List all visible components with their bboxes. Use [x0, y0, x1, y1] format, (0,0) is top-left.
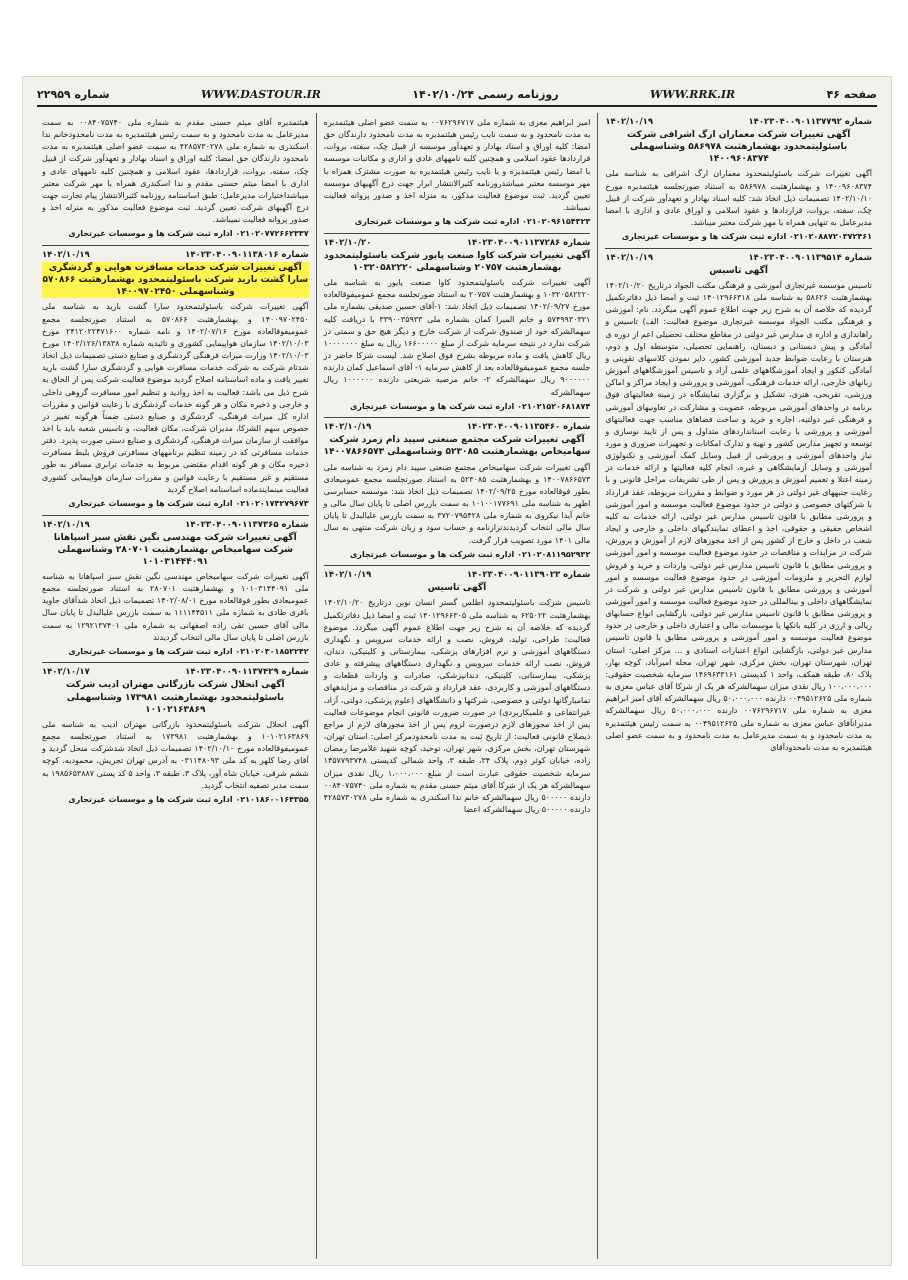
notice-number: شماره ۱۴۰۲۳۰۴۰۰۹۰۱۱۳۷۳۶۵	[185, 519, 309, 530]
notice	[42, 663, 309, 810]
notice-date: ۱۴۰۲/۱۰/۱۹	[605, 117, 654, 127]
notice	[324, 113, 591, 234]
notice	[324, 234, 591, 418]
notice-number: شماره ۱۴۰۲۳۰۴۰۰۹۰۱۱۳۷۲۸۶	[466, 237, 591, 248]
notice	[605, 113, 872, 249]
notice-meta	[324, 422, 591, 432]
notice-number: شماره ۱۴۰۲۳۰۴۰۰۹۰۱۱۳۵۴۶۰	[466, 422, 591, 433]
notice-body: آگهی تغییرات شرکت باسئولیتمحدود معماران ارگ اشرافی به شناسه ملی ۱۴۰۰۹۶۰۸۳۷۴ و بهشمارهثبت ۵۸۶۹۷۸ به استناد صورتجلسه هیئتمدیره مورخ ۱۴۰۲/۱۰/۱۰ تصمیمات ذیل اتخاذ شد: کلیه اسناد بهادار و تعهدآور شرکت از قبیل چک، سفته، بروات، قراردادها و عقود اسلامی و اوراق عادی و اداری با امضا مدیرعامل به تنهایی همراه با مهر شرکت معتبر میباشد.	[605, 169, 872, 228]
notice-body: آگهی تغییرات شرکت باسئولیتمحدود کاوا صنعت پایور به شناسه ملی ۱۰۳۲۰۵۸۲۲۲۰ و بهشمارهثبت ۲۰۷۵۷ به استناد صورتجلسه مجمع عمومیفوقالعاده مورخ ۱۴۰۲/۰۹/۲۷ تصمیمات ذیل اتخاذ شد: ۱-آقای حسین صدیقی بشماره ملی ۵۷۴۹۹۳۰۳۲۱ و خانم المیرا کمان بشماره ملی ۳۳۹۰۰۳۵۹۳۳ با دریافت کلیه سهمالشرکه خود از صندوق شرکت از شرکت خارج و دیگر هیچ حق و سمتی در شرکت ندارد در نتیجه سرمایه شرکت از مبلغ ۱۶۶۰۰۰۰۰ ریال به مبلغ ۱۰۰۰۰۰۰۰ ریال کاهش یافت و ماده مربوطه بشرح فوق اصلاح شد. لیست شرکا حاضر در جلسه مجمع عمومیفوقالعاده بعد از کاهش سرمایه ۱- آقای اسماعیل کمان دارنده ۹۰۰۰۰۰۰ ریال سهمالشرکه ۲- خانم مرضیه شریعتی دارنده ۱۰۰۰۰۰۰ ریال سهمالشرکه	[323, 278, 591, 397]
notice-body: آگهی تغییرات شرکت سهامیخاص مجتمع صنعتی سپید دام زمرد به شناسه ملی ۱۴۰۰۷۸۶۶۵۷۳ و بهشمارهثبت ۵۲۳۰۸۵ به استناد صورتجلسه مجمع عمومیعادی بطور فوقالعاده مورخ ۱۴۰۲/۰۹/۲۵ تصمیمات ذیل اتخاذ شد: موسسه حسابرسی اطهر به شناسه ملی ۱۰۱۰۰۱۷۷۶۹۱ به سمت بازرس اصلی تا پایان سال مالی و خانم آیدا نیکروی به شماره ملی ۳۷۲۰۷۹۵۴۲۸ به سمت بازرس علیالبدل تا پایان سال مالی انتخاب گردیدندترازنامه و حساب سود و زیان شرکت منتهی به سال مالی ۱۴۰۱ مورد تصویب قرار گرفت.	[323, 462, 591, 545]
notice-meta	[42, 520, 309, 530]
page-header	[37, 83, 877, 107]
gazette-date: روزنامه رسمی ۱۴۰۲/۱۰/۲۴	[412, 87, 559, 101]
notice-signature: ۰۲۱۰۲۰۱۷۴۲۷۹۶۷۳ اداره ثبت شرکت ها و موسسات غیرتجاری	[68, 498, 309, 508]
notice-number: شماره ۱۴۰۲۳۰۴۰۰۹۰۱۱۳۹۰۲۳	[466, 570, 591, 581]
notice-signature: ۰۲۱۰۲۱۵۲۰۶۸۱۸۷۴ اداره ثبت شرکت ها و موسسات غیرتجاری	[350, 401, 591, 411]
notice-meta	[324, 238, 591, 248]
notice-title: آگهی تاسیس	[427, 583, 487, 594]
notice-title-highlighted: آگهی تغییرات شرکت خدمات مسافرت هوایی و گردشگری سارا گشت بارید شرکت باسئولیتمحدود بهشمارهثبت ۵۷۰۸۶۶ وشناسهملی ۱۴۰۰۹۷۰۲۴۵۰	[42, 263, 309, 298]
notice	[42, 246, 309, 516]
notice	[42, 113, 309, 246]
notice-number: شماره ۱۴۰۲۳۰۴۰۰۹۰۱۱۳۹۵۱۴	[748, 252, 872, 263]
column-1	[598, 113, 879, 1259]
column-2	[317, 113, 599, 1259]
notice-body: تاسیس شرکت باسئولیتمحدود اطلس گستر انسان نوین درتاریخ ۱۴۰۲/۱۰/۲۰ بهشمارهثبت ۶۲۵۰۲۲ به شناسه ملی ۱۴۰۱۲۹۶۶۳۰۵ ثبت و امضا ذیل دفاترتکمیل گردیده که خلاصه آن به شرح زیر جهت اطلاع عموم آگهی میگردد. موضوع فعالیت: طراحی، تولید، فروش، نصب و ارائه خدمات سرویس و نگهداری دستگاههای آموزشی و نرم افزارهای پزشکی، بیمارستانی و کلینیکی، دندان، فروش، نصب ارائه خدمات سرویس و نگهداری دستگاههای پیشرفته و عادی پزشکی، بیمارستانی، کلینیکی، دندانپزشکی، صادرات و واردات قطعات و دستگاههای آموزشی و کاربردی، عقد قرارداد و شرکت در مناقصات و مزایدههای تمامیارگانها دولتی و خصوصی، شرکتها و دانشگاههای (علوم پزشکی، دولتی، آزاد، غیرانتفاعی و علمیکاربردی) در صورت ضرورت قانونی انجام موضوعات فعالیت پس از اخذ مجوزهای لازم درصورت لزوم پس از اخذ مجوزهای لازم از مراجع ذیصلاح قانونی فعالیت: از تاریخ ثبت به مدت نامحدودمرکز اصلی: استان تهران، شهرستان تهران، بخش مرکزی، شهر تهران، توحید، کوچه شهید غلامرضا رمضان زاده، خیابان کوثر دوم، پلاک ۳۴، طبقه ۳، واحد شمالی کدپستی ۱۴۵۷۷۹۳۷۴۸ سرمایه شخصیت حقوقی عبارت است از مبلغ ۱،۰۰۰،۰۰۰ ریال نقدی میزان سهمالشرکه هر یک از شرکا آقای میثم حسنی مقدم به شماره ملی ۰۰۸۴۰۷۵۷۴۰ دارنده ۵۰۰۰۰۰ ریال سهمالشرکه خانم ندا اسکندری به شماره ملی ۴۲۸۵۷۳۰۲۷۸ دارنده ۵۰۰۰۰۰ ریال سهمالشرکه اعضا	[323, 598, 591, 815]
notice-number: شماره ۱۴۰۲۳۰۴۰۰۹۰۱۱۳۸۰۱۶	[185, 250, 309, 260]
notice-title: آگهی تغییرات شرکت معماران ارگ اشرافی شرکت باسئولیتمحدود بهشمارهثبت ۵۸۶۹۷۸ وشناسهملی ۱۴۰۰۹۶۰۸۳۷۴	[627, 130, 851, 165]
notice-meta	[324, 570, 591, 580]
notice-title: آگهی تغییرات شرکت کاوا صنعت پایور شرکت باسئولیتمحدود بهشمارهثبت ۲۰۷۵۷ وشناسهملی ۱۰۳۲۰۵۸۲۲۲۰	[323, 250, 591, 273]
notice-signature: ۰۲۱۰۲۰۳۰۱۸۵۲۲۴۲ اداره ثبت شرکت ها و موسسات غیرتجاری	[68, 646, 309, 656]
notice-date: ۱۴۰۲/۱۰/۲۰	[323, 237, 372, 248]
notice-signature: ۰۲۱۰۲۰۷۷۲۶۶۲۳۳۷ اداره ثبت شرکت ها و موسسات غیرتجاری	[68, 229, 309, 239]
notice-body: آگهی انحلال شرکت باسئولیتمحدود بازرگانی مهتران ادیب به شناسه ملی ۱۰۱۰۲۱۶۳۸۶۹ و بهشمارهثبت ۱۷۳۹۸۱ به استناد صورتجلسه مجمع عمومیفوقالعاده مورخ ۱۴۰۲/۱۰/۱۰ تصمیمات ذیل اتخاذ شدشرکت منحل گردید و آقای رضا کلهر به کد ملی ۰۳۱۱۴۸۰۹۳ به آدرس تهران تجریش، محمودیه، کوچه ششم شرقی، خیابان شاه آور، پلاک ۳، طبقه ۳، واحد ۵ کد پستی ۱۹۸۵۶۵۳۸۸۷ به سمت مدیر تصفیه انتخاب گردید.	[41, 719, 309, 790]
notice	[42, 516, 309, 664]
notice-body: امیر ابراهیم معزی به شماره ملی ۰۰۷۶۲۹۶۷۱۷ به سمت عضو اصلی هیئتمدیره به مدت نامحدود و به سمت نایب رئیس هیئتمدیره به مدت نامحدود دارندگان حق امضا: کلیه اوراق و اسناد بهادار و تعهدآور موسسه از قبیل چک، سفته، بروات، قراردادها عقود اسلامی و همچنین کلیه نامههای عادی و اداری و مکاتبات موسسه با امضا رئیس هیئتمدیره و یا نایب رئیس هیئتمدیره به صورت مشترک همراه با مهر موسسه معتبر میباشدروزنامه کثیرالانتشار ابرار جهت درج آگهیهای موسسه تعیین گردید. ثبت موضوع فعالیت مذکور، به منزله اخذ و صدور پروانه فعالیت نمیباشد.	[323, 118, 591, 213]
notice-meta	[42, 667, 309, 677]
notice-date: ۱۴۰۲/۱۰/۱۹	[41, 519, 90, 530]
notice-date: ۱۴۰۲/۱۰/۱۹	[605, 252, 654, 263]
notice-number: شماره ۱۴۰۲۳۰۴۰۰۹۰۱۱۳۷۷۹۲	[748, 117, 872, 127]
notice	[324, 566, 591, 821]
notice-meta	[42, 250, 309, 260]
notice-title: آگهی تاسیس	[709, 265, 768, 276]
issue-number: شماره ۲۲۹۵۹	[37, 87, 110, 101]
notice-meta	[605, 117, 872, 127]
column-3	[35, 113, 317, 1259]
notice	[605, 249, 872, 759]
notice-date: ۱۴۰۲/۱۰/۱۷	[41, 667, 90, 678]
notice-number: شماره ۱۴۰۲۳۰۴۰۰۹۰۱۱۳۷۴۲۹	[185, 667, 309, 678]
notice	[324, 418, 591, 566]
notice-signature: ۰۲۱۰۱۸۶۰۰۱۶۴۳۵۵ اداره ثبت شرکت ها و موسسات غیرتجاری	[68, 794, 309, 804]
notice-body: هیئتمدیره آقای میثم حسنی مقدم به شماره ملی ۰۰۸۴۰۷۵۷۴۰ به سمت مدیرعامل به مدت نامحدود و به سمت رئیس هیئتمدیره به مدت نامحدودخانم ندا اسکندری به شماره ملی ۴۲۸۵۷۳۰۲۷۸ به سمت عضو اصلی هیئتمدیره به مدت نامحدود دارندگان حق امضا: کلیه اوراق و اسناد بهادار و تعهدآور شرکت از قبیل چک، سفته، بروات، قراردادها، عقود اسلامی و همچنین کلیه نامههای عادی و اداری با امضا میثم حسنی مقدم و ندا اسکندری همراه با مهر شرکت معتبر میباشداختیارات مدیرعامل: طبق اساسنامه روزنامه کثیرالانتشار پیام تجارت جهت درج آگهیهای شرکت تعیین گردید. ثبت موضوع فعالیت مذکور به منزله اخذ و صدور پروانه فعالیت نمیباشد.	[41, 118, 309, 225]
notice-title: آگهی تغییرات شرکت مجتمع صنعتی سپید دام زمرد شرکت سهامیخاص بهشمارهثبت ۵۲۳۰۸۵ وشناسهملی ۱۴۰۰۷۸۶۶۵۷۳	[323, 435, 591, 458]
site-link-dastour[interactable]: WWW.DASTOUR.IR	[201, 87, 321, 101]
notice-date: ۱۴۰۲/۱۰/۱۹	[323, 570, 372, 581]
page-number: صفحه ۴۶	[826, 87, 877, 101]
notice-body: آگهی تغییرات شرکت باسئولیتمحدود سارا گشت بارید به شناسه ملی ۱۴۰۰۹۷۰۲۴۵۰ و بهشمارهثبت ۵۷۰۸۶۶ به استناد صورتجلسه مجمع عمومیفوقالعاده مورخ ۱۴۰۲/۰۷/۱۶ و نامه شماره ۲۴۱۲۰۲۲۴۷۱۶۰۰ مورخ ۱۴۰۲/۱۰/۰۳ سازمان هواپیمایی کشوری و تائیدیه شماره ۱۴۰۲/۱۲۶/۱۳۸۳۸ مورخ ۱۴۰۲/۱۰/۰۳ وزارت میراث فرهنگی گردشگری و صنایع دستی تصمیمات ذیل اتخاذ شدتام شرکت به شرکت خدمات مسافرت هوایی و گردشگری سارا گشت بارید تغییر یافت و ماده اساسنامه اصلاح گردید موضوع فعالیت شرکت پس از الحاق به شرح ذیل می باشد: فعالیت به اخذ روادید و تنظیم امور مسافرت گروهی داخلی و خارجی و ذخیره مکان و هر گونه خدمات گردشگری با رعایت قوانین و مقررات اداره کل میراث فرهنگی، گردشگری و صنایع دستی ضمناً هرگونه تغییر در خصوص سهم الشرکا، مدیران شرکت، مکان فعالیت، و تاسیس شعبه باید با اخذ موافقت از سازمان میراث فرهنگی، گردشگری و صنایع دستی صورت پذیرد. دفتر خدمات مسافرتی که در زمینه تنظیم برنامههای مسافرتی فروش بلیط مسافرت ذخیره مکان و هر گونه اقدام مقتضی مربوط به خدمات ترابری مسافر به طور مستقیم و غیر مستقیم با رعایت قوانین و مقررات سازمان هواپیمایی کشوری فعالیت مینمایندماده اساسنامه اصلاح گردید	[41, 302, 309, 494]
notice-signature: ۰۲۱۰۲۰۸۸۷۲۰۳۷۲۴۶۱ اداره ثبت شرکت ها و موسسات غیرتجاری	[621, 232, 872, 242]
notice-title: آگهی تغییرات شرکت مهندسی نگین نقش سبز اسپاهانا شرکت سهامیخاص بهشمارهثبت ۲۸۰۷۰۱ وشناسهملی ۱۰۱۰۳۱۴۴۴۰۹۱	[53, 532, 297, 567]
notice-columns	[35, 113, 879, 1259]
notice-date: ۱۴۰۲/۱۰/۱۹	[41, 250, 90, 260]
site-link-rrk[interactable]: WWW.RRK.IR	[650, 87, 736, 101]
notice-date: ۱۴۰۲/۱۰/۱۹	[323, 422, 372, 433]
notice-body: آگهی تغییرات شرکت سهامیخاص مهندسی نگین نقش سبز اسپاهانا به شناسه ملی ۱۰۱۰۳۱۴۴۰۹۱ و بهشمارهثبت ۲۸۰۷۰۱ به استناد صورتجلسه مجمع عمومیعادی بطور فوقالعاده مورخ ۱۴۰۲/۰۸/۰۱ تصمیمات ذیل اتخاذ شدآقای جاوید باقری طادی به شماره ملی ۱۱۱۱۴۴۵۱۱ به سمت بازرس علیالبدل تا پایان سال مالی آقای حسین تقی زاده اصفهانی به شماره ملی ۱۲۹۲۱۳۷۴۰۱ به سمت بازرس اصلی تا پایان سال مالی انتخاب گردیدند	[41, 571, 309, 642]
notice-title: آگهی انحلال شرکت بازرگانی مهتران ادیب شرکت باسئولیتمحدود بهشمارهثبت ۱۷۳۹۸۱ وشناسهملی ۱۰۱۰۲۱۶۳۸۶۹	[66, 680, 285, 715]
notice-signature: ۰۲۱۰۲۰۹۶۱۵۴۳۲۳ اداره ثبت شرکت ها و موسسات غیرتجاری	[354, 217, 591, 227]
notice-signature: ۰۲۱۰۲۰۸۱۱۹۵۲۹۳۲ اداره ثبت شرکت ها و موسسات غیرتجاری	[350, 549, 591, 559]
notice-meta	[605, 253, 872, 263]
notice-body: تاسیس موسسه غیرتجاری آموزشی و فرهنگی مکتب الجواد درتاریخ ۱۴۰۲/۱۰/۲۰ بهشمارهثبت ۵۸۶۲۶ به شناسه ملی ۱۴۰۱۲۹۶۶۳۱۸ ثبت و امضا ذیل دفاترتکمیل گردیده که خلاصه آن به شرح زیر جهت اطلاع عموم آگهی میگردد. نام: آموزشی و فرهنگی مکتب الجواد موسسه غیرتجاری موضوع فعالیت: الف) تاسیس و راهاندازی و اداره ی مدارس غیر دولتی در مقاطع مختلف تحصیلی اعم از دوره ی آمادگی و پیش دبستانی و دبستان، راهنمایی تحصیلی، متوسطه اول و دوم، هنرستان با رعایت ضوابط جدید آموزشی کشور، دایر نمودن کلاسهای تقویتی و آمادگی کنکور و ایجاد آموزشگاههای علمی آزاد و تاسیس آموزشگاههای آموزش زبانهای خارجی، ارائه خدمات فرهنگی، آموزشی و پرورشی و ایجاد مراکز و اماکن ورزشی، تفریحی، هنری، تشکیل و برگزاری نمایشگاه در زمینه فعالیتهای فوق برنامه در واحدهای آموزشی مربوطه، عضویت و مشارکت در تعاونیهای آموزشی و فرهنگی غیر دولتیه، اجاره و خرید و ساخت فضاهای مناسب جهت فعالیتهای آموزشی و پرورشی با رعایت استانداردهای متداول و پس از تایید نوسازی و توسعه و تجهیز مدارس کشور و تهیه و تدارک امکانات و تجهیزات ضروری و مورد نیاز واحدهای آموزشی و پرورشی از قبیل وسایل کمک آموزشی و تکنولوژی آموزشی و وسایل آزمایشگاهی و غیره، انجام کلیه فعالیتها و ارائه خدمات در زمینه اعتلا و تعمیم آموزش و پرورش و پس از طی تشریفات مراحل قانونی و با رعایت جنبههای غیر دولتی در هر مورد و ضوابط و مقررات مربوطه، عقد قرارداد با شرکتهای خصوصی و دولتی در حدود موضوع فعالیت موسسه و امور آموزشی و پرورشی مطابق با قانون تاسیس مدارس غیر دولتی، ارائه خدمات به کلیه اشخاص حقیقی و حقوقی، اخذ و اعطای نمایندگیهای داخلی و خارجی و ایجاد شعب در داخل و خارج از کشور پس از اخذ مجوزهای لازم از آموزش و پرورش، شرکت در مزایدات و مناقصات در حدود موضوع فعالیت موسسه و امور آموزشی و پرورشی مطابق با قانون تاسیس مدارس غیر دولتی، واردات و خرید و فروش لوازم التحریر و ملزومات آموزشی در حدود موضوع فعالیت موسسه و امور آموزشی و پرورشی مطابق با قانون تاسیس مدارس غیر دولتی و شرکت در نمایشگاههای داخلی و بینالمللی در حدود موضوع فعالیت موسسه و امور آموزشی و پرورشی مطابق با قانون تاسیس مدارس غیر دولتی، بازگشایی انواع حسابهای ریالی و ارزی در کلیه بانکها یا موسسات مالی و اعتباری داخلی و خارجی در حدود موضوع فعالیت موسسه و امور آموزشی و پرورشی مطابق با قانون تاسیس مدارس غیر دولتی، بازگشایی انواع اعتبارات اسنادی و ... مرکز اصلی: استان تهران، شهرستان تهران، بخش مرکزی، شهر تهران، محله امیرآباد، کوچه بهار، پلاک ۸۰، طبقه همکف، واحد ۱ کدپستی ۱۴۶۹۶۳۳۱۶۱ سرمایه شخصیت حقوقی: ۱۰۰،۰۰۰،۰۰۰ ریال نقدی میزان سهمالشرکه هر یک از شرکا آقای عباس معزی به شماره ملی ۰۰۴۹۵۱۲۶۲۵ دارنده ۵۰،۰۰۰،۰۰۰ ریال سهمالشرکه آقای امیر ابراهیم معزی به شماره ملی ۰۰۷۶۲۹۶۷۱۷ دارنده ۵۰،۰۰۰،۰۰۰ ریال سهمالشرکه مدیرانآقای عباس معزی به شماره ملی ۰۰۴۹۵۱۲۶۲۵ به سمت رئیس هیئتمدیره به مدت نامحدود و به سمت مدیرعامل به مدت نامحدود و به سمت عضو اصلی هیئتمدیره به مدت نامحدودآقای	[605, 280, 873, 752]
gazette-page	[22, 76, 892, 1266]
